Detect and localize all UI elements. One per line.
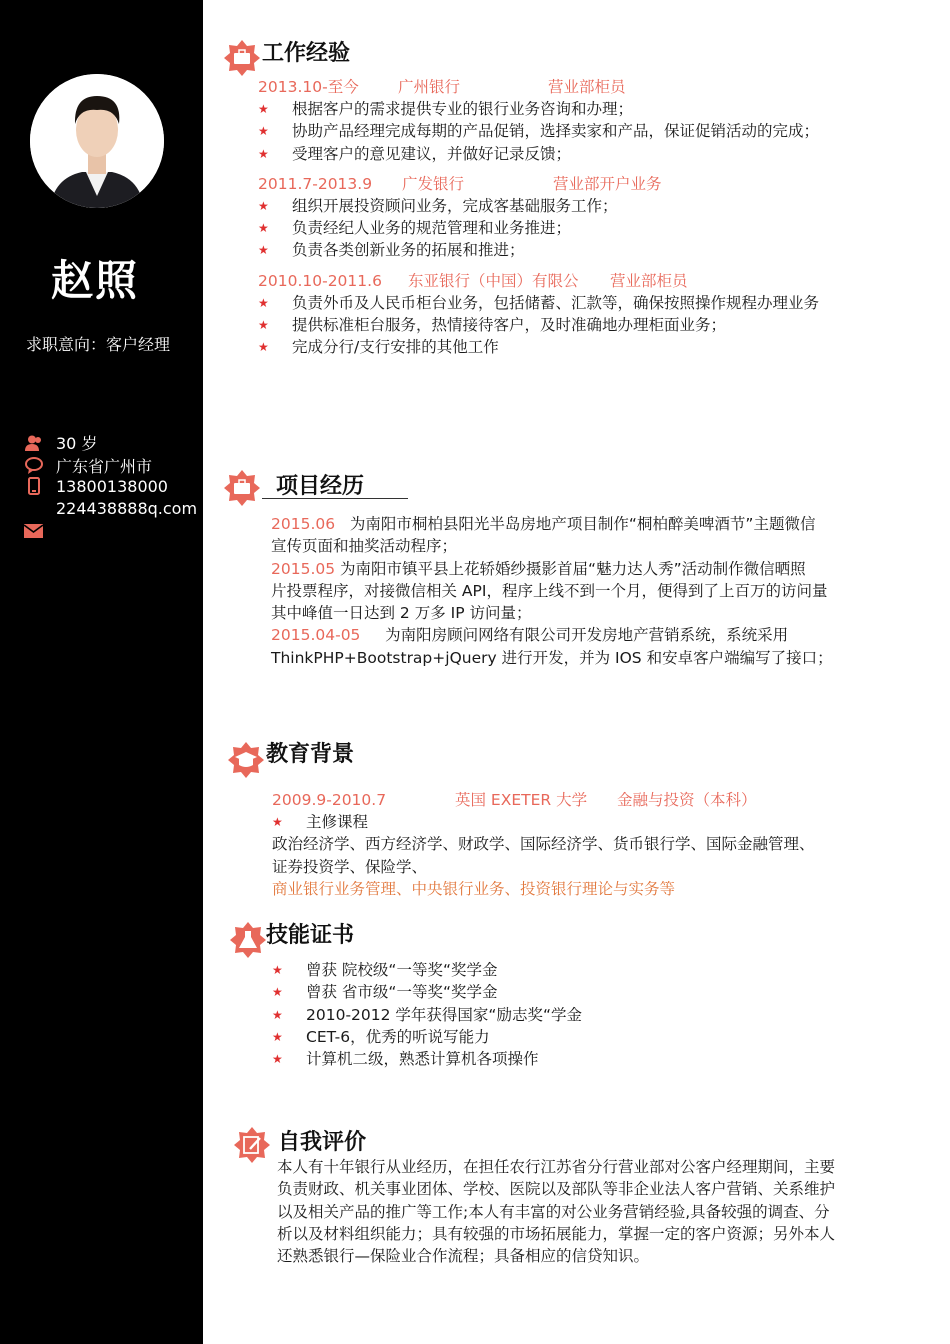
list-item: 2015.04-05 为南阳房顾问网络有限公司开发房地产营销系统，系统采用 [271,626,789,645]
avatar [30,74,164,208]
list-item: ★ 受理客户的意见建议，并做好记录反馈； [258,144,572,163]
mail-icon [24,523,43,542]
education-section-header [226,740,354,780]
list-item: ★ 负责外币及人民币柜台业务，包括储蓄、汇款等，确保按照操作规程办理业务 [258,293,820,312]
job-intent: 求职意向：客户经理 [26,335,171,354]
graduation-cap-icon [226,740,266,780]
list-item: ★ 负责各类创新业务的拓展和推进； [258,241,525,260]
contact-email: 224438888q.com [24,498,197,518]
list-item: ★ 计算机二级，熟悉计算机各项操作 [272,1050,539,1069]
projects-section-header [222,468,364,508]
self-line: 还熟悉银行—保险业合作流程；具备相应的信贷知识。 [277,1247,650,1266]
phone-icon [24,476,44,496]
education-meta: 2009.9-2010.7 英国 EXETER 大学 金融与投资（本科） [272,791,757,809]
list-item-cont: 其中峰值一日达到 2 万多 IP 访问量； [271,604,532,623]
job-meta: 2011.7-2013.9 广发银行 营业部开户业务 [258,174,662,193]
briefcase-icon [222,468,262,508]
self-title: 自我评价 [278,1129,367,1155]
self-line: 本人有十年银行从业经历，在担任农行江苏省分行营业部对公客户经理期间，主要 [277,1158,836,1176]
location-icon [24,456,44,476]
work-list [258,76,898,359]
list-item: ★ 曾获 院校级“一等奖“奖学金 [272,961,498,979]
skills-list [272,959,872,1070]
list-item: ★ 提供标准柜台服务，热情接待客户，及时准确地办理柜面业务； [258,316,727,335]
list-item: 2015.06 为南阳市桐柏县阳光半岛房地产项目制作“桐柏醉美啤酒节”主题微信 [271,515,816,533]
self-line: 析以及材料组织能力；具有较强的市场拓展能力，掌握一定的客户资源；另外本人 [277,1224,836,1243]
course-label: ★ 主修课程 [272,813,369,831]
list-item: ★ CET-6，优秀的听说写能力 [272,1027,490,1046]
projects-underline [262,498,408,499]
list-item: ★ 2010-2012 学年获得国家“励志奖“学金 [272,1005,582,1024]
courses-text: 政治经济学、西方经济学、财政学、国际经济学、货币银行学、国际金融管理、 [272,835,815,854]
education-block [272,789,892,900]
skills-section-header [228,920,354,960]
contact-phone: 13800138000 [24,476,168,496]
contact-age: 30 岁 [24,431,97,454]
project-list [271,513,891,669]
work-title: 工作经验 [262,40,351,66]
list-item-cont: ThinkPHP+Bootstrap+jQuery 进行开发，并为 IOS 和安卓客户端编写了接口； [271,648,833,667]
job-meta: 2010.10-2011.6 东亚银行（中国）有限公 营业部柜员 [258,271,688,290]
work-section-header [222,38,350,78]
flask-icon [228,920,268,960]
list-item-cont: 宣传页面和抽奖活动程序； [271,537,458,556]
contact-location: 广东省广州市 [24,454,152,477]
self-evaluation [277,1156,897,1267]
list-item: ★ 曾获 省市级“一等奖“奖学金 [272,983,498,1002]
list-item: ★ 组织开展投资顾问业务，完成客基础服务工作； [258,196,618,215]
projects-title: 项目经历 [276,473,365,499]
sidebar [0,0,203,1344]
skills-title: 技能证书 [266,922,355,948]
list-item: ★ 协助产品经理完成每期的产品促销，选择卖家和产品，保证促销活动的完成； [258,122,820,141]
job-meta: 2013.10-至今 广州银行 营业部柜员 [258,78,626,96]
list-item: ★ 完成分行/支行安排的其他工作 [258,338,499,357]
candidate-name: 赵照 [50,256,139,305]
list-item-cont: 片投票程序，对接微信相关 API，程序上线不到一个月，便得到了上百万的访问量 [271,581,828,600]
courses-highlight: 商业银行业务管理、中央银行业务、投资银行理论与实务等 [272,879,676,898]
pencil-icon [232,1125,272,1165]
list-item: ★ 根据客户的需求提供专业的银行业务咨询和办理； [258,100,634,118]
education-title: 教育背景 [266,741,355,767]
briefcase-icon [222,38,262,78]
list-item: ★ 负责经纪人业务的规范管理和业务推进； [258,219,572,238]
list-item: 2015.05 为南阳市镇平县上花轿婚纱摄影首届“魅力达人秀”活动制作微信晒照 [271,559,806,578]
self-line: 负责财政、机关事业团体、学校、医院以及部队等非企业法人客户营销、关系维护 [277,1180,836,1199]
self-line: 以及相关产品的推广等工作;本人有丰富的对公业务营销经验,具备较强的调查、分 [277,1202,830,1221]
mail-icon-spacer [24,498,44,518]
courses-text: 证券投资学、保险学、 [272,857,428,876]
user-icon [24,433,44,453]
